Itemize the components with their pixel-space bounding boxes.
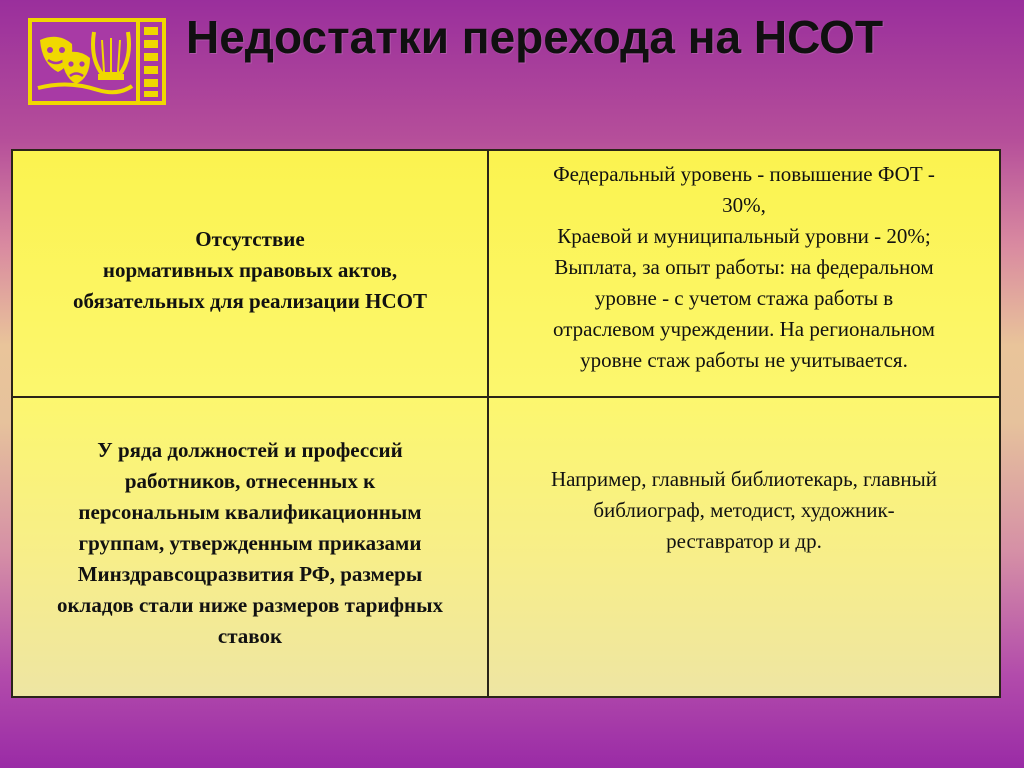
- cell-line: реставратор и др.: [666, 528, 822, 553]
- table-row: [12, 397, 1000, 697]
- table-cell-issue: [12, 150, 488, 397]
- cell-line: отраслевом учреждении. На региональном: [553, 317, 935, 341]
- cell-line: нормативных правовых актов,: [102, 257, 398, 282]
- cell-line: уровне стаж работы не учитывается.: [580, 348, 908, 372]
- cell-line: обязательных для реализации НСОТ: [73, 288, 427, 313]
- cell-line: Федеральный уровень - повышение ФОТ -: [553, 162, 935, 186]
- theatre-logo-icon: [28, 18, 166, 105]
- table-cell-detail: [488, 397, 1000, 697]
- page-title: Недостатки перехода на НСОТ: [186, 11, 884, 63]
- cell-line: Минздравсоцразвития РФ, размеры: [77, 561, 423, 586]
- cell-line: Например, главный библиотекарь, главный: [550, 466, 938, 491]
- table-cell-detail: [488, 150, 1000, 397]
- cell-line: У ряда должностей и профессий: [97, 437, 403, 462]
- cell-line: уровне - с учетом стажа работы в: [594, 286, 894, 310]
- cell-line: Отсутствие: [195, 226, 305, 251]
- cell-line: библиограф, методист, художник-: [593, 497, 895, 522]
- cell-line: Краевой и муниципальный уровни - 20%;: [557, 224, 931, 248]
- table-cell-issue: [12, 397, 488, 697]
- cell-line: работников, отнесенных к: [124, 468, 376, 493]
- cell-line: персональным квалификационным: [78, 499, 422, 524]
- cell-line: 30%,: [722, 193, 766, 217]
- cell-line: ставок: [217, 623, 283, 648]
- cell-line: окладов стали ниже размеров тарифных: [56, 592, 444, 617]
- cell-line: Выплата, за опыт работы: на федеральном: [554, 255, 934, 279]
- logo: [28, 18, 166, 105]
- cell-line: группам, утвержденным приказами: [78, 530, 422, 555]
- comparison-table: [11, 149, 1001, 698]
- table-row: [12, 150, 1000, 397]
